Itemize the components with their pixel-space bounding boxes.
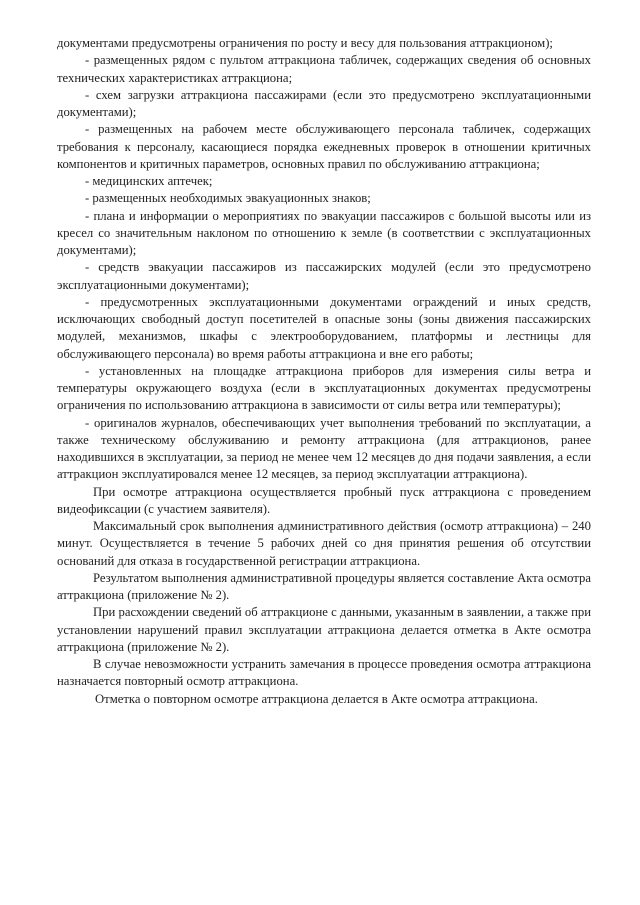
paragraph: Отметка о повторном осмотре аттракциона делается в Акте осмотра аттракциона. <box>95 691 538 706</box>
paragraph: - установленных на площадке аттракциона приборов для измерения силы ветра и температуры окружающего воздуха (если в эксплуатационных документах предусмотрены ограничения по использованию аттракциона в зависимости от силы ветра или температуры); <box>57 363 591 413</box>
paragraph: - предусмотренных эксплуатационными документами ограждений и иных средств, исключающих свободный доступ посетителей в опасные зоны (зоны движения пассажирских модулей, механизмов, шкафы с электрооборудованием, платформы и лестницы для обслуживающего персонала) во время работы аттракциона и вне его работы; <box>57 294 591 361</box>
paragraph: - медицинских аптечек; <box>85 174 213 188</box>
paragraph: документами предусмотрены ограничения по росту и весу для пользования аттракционом); <box>57 36 553 50</box>
paragraph: - оригиналов журналов, обеспечивающих учет выполнения требований по эксплуатации, а также техническому обслуживанию и ремонту аттракциона (для аттракционов, ранее находившихся в эксплуатации, за период не менее чем 12 месяцев до дня подачи заявления, а если аттракцион эксплуатировался менее 12 месяцев, за период эксплуатации аттракциона). <box>57 415 591 482</box>
paragraph: - размещенных на рабочем месте обслуживающего персонала табличек, содержащих требования к персоналу, касающиеся порядка ежедневных проверок в отношении критичных компонентов и критичных параметров, основных правил по обслуживанию аттракциона; <box>57 122 591 171</box>
paragraph: - размещенных необходимых эвакуационных знаков; <box>85 191 371 206</box>
paragraph: Максимальный срок выполнения административного действия (осмотр аттракциона) – 240 минут. Осуществляется в течение 5 рабочих дней со дня принятия решения об отсутствии оснований для отказа в государственной регистрации аттракциона. <box>57 519 591 568</box>
paragraph: - плана и информации о мероприятиях по эвакуации пассажиров с большой высоты или из кресел со значительным наклоном по отношению к земле (в соответствии с эксплуатационных документами); <box>57 208 591 257</box>
paragraph: - средств эвакуации пассажиров из пассажирских модулей (если это предусмотрено эксплуатационными документами); <box>57 260 591 292</box>
paragraph: В случае невозможности устранить замечания в процессе проведения осмотра аттракциона назначается повторный осмотр аттракциона. <box>57 657 591 689</box>
paragraph: - схем загрузки аттракциона пассажирами (если это предусмотрено эксплуатационными документами); <box>57 87 591 119</box>
paragraph: - размещенных рядом с пультом аттракциона табличек, содержащих сведения об основных технических характеристиках аттракциона; <box>57 53 591 85</box>
paragraph: При расхождении сведений об аттракционе с данными, указанным в заявлении, а также при установлении нарушений правил эксплуатации аттракциона делается отметка в Акте осмотра аттракциона (приложение № 2). <box>57 605 591 654</box>
paragraph: При осмотре аттракциона осуществляется пробный пуск аттракциона с проведением видеофиксации (с участием заявителя). <box>57 484 591 516</box>
paragraph: Результатом выполнения административной процедуры является составление Акта осмотра аттракциона (приложение № 2). <box>57 570 591 602</box>
document-page <box>57 35 591 708</box>
